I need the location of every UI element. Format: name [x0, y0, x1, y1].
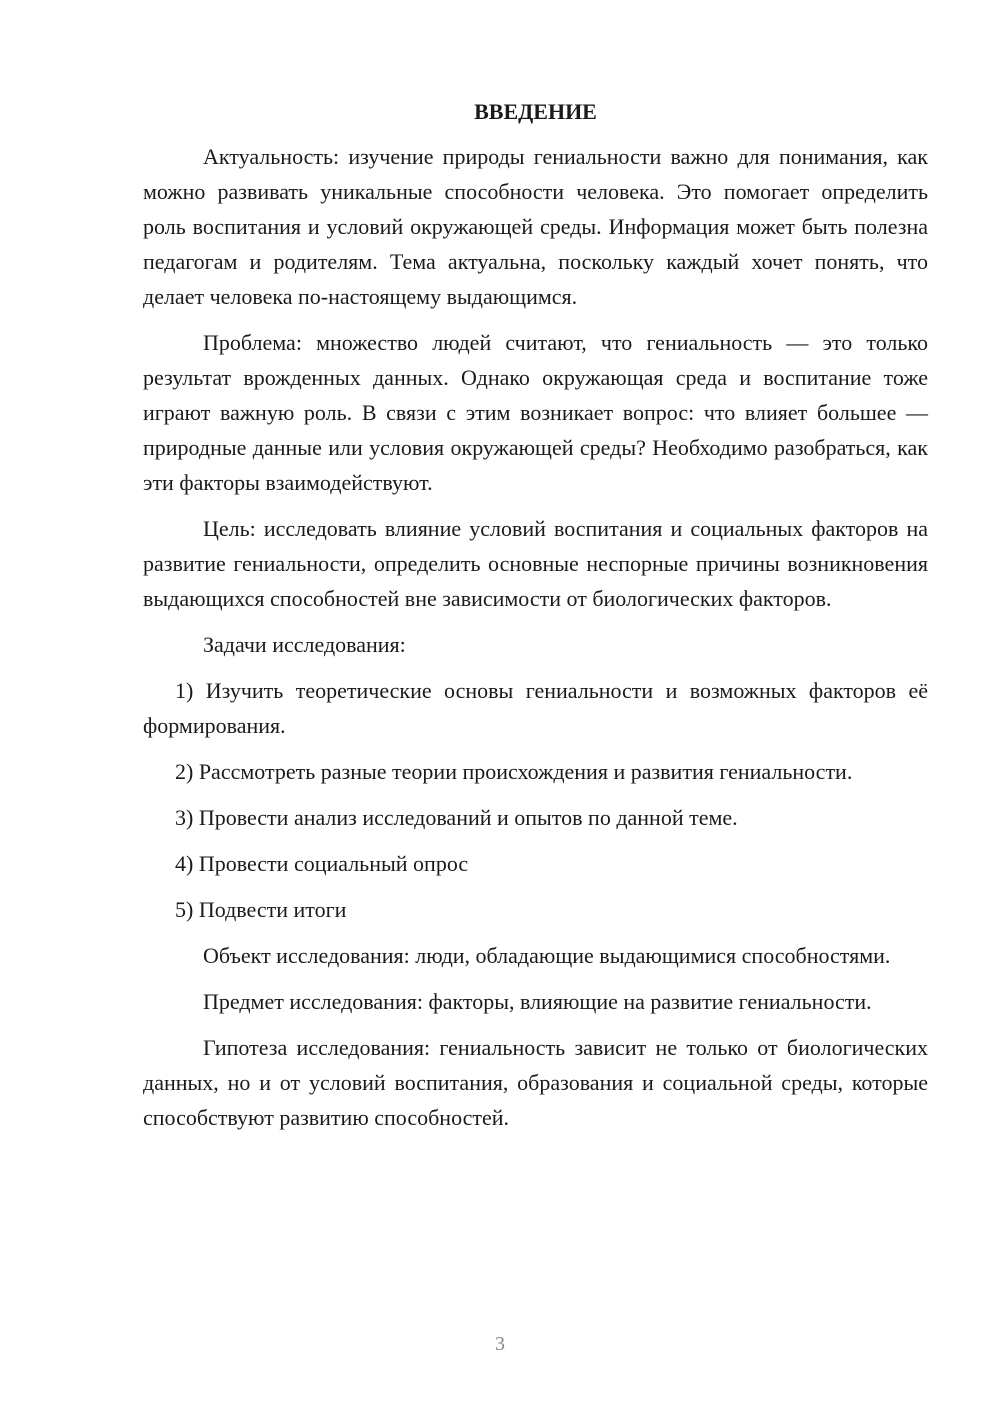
- paragraph-tasks-title: Задачи исследования:: [203, 632, 406, 657]
- task-item-1: 1) Изучить теоретические основы гениальности и возможных факторов её формирования.: [143, 678, 928, 738]
- task-item-4: 4) Провести социальный опрос: [175, 851, 469, 876]
- paragraph-problem: Проблема: множество людей считают, что гениальность — это только результат врожденных данных. Однако окружающая среда и воспитание тоже играют важную роль. В связи с этим возникает вопрос: что влияет большее — природные данные или условия окружающей среды? Необходимо разобраться, как эти факторы взаимодействуют.: [143, 330, 928, 495]
- paragraph-hypothesis: Гипотеза исследования: гениальность зависит не только от биологических данных, но и от условий воспитания, образования и социальной среды, которые способствуют развитию способностей.: [143, 1035, 928, 1130]
- paragraph-subject: Предмет исследования: факторы, влияющие на развитие гениальности.: [203, 989, 872, 1014]
- task-item-3: 3) Провести анализ исследований и опытов по данной теме.: [175, 805, 738, 830]
- page-body: [143, 94, 928, 1146]
- page-number: 3: [495, 1333, 505, 1355]
- paragraph-object: Объект исследования: люди, обладающие выдающимися способностями.: [203, 943, 891, 968]
- page-title: ВВЕДЕНИЕ: [474, 99, 597, 124]
- task-item-5: 5) Подвести итоги: [175, 897, 347, 922]
- paragraph-goal: Цель: исследовать влияние условий воспитания и социальных факторов на развитие гениальности, определить основные неспорные причины возникновения выдающихся способностей вне зависимости от биологических факторов.: [143, 516, 928, 611]
- paragraph-relevance: Актуальность: изучение природы гениальности важно для понимания, как можно развивать уникальные способности человека. Это помогает определить роль воспитания и условий окружающей среды. Информация может быть полезна педагогам и родителям. Тема актуальна, поскольку каждый хочет понять, что делает человека по-настоящему выдающимся.: [143, 144, 928, 309]
- task-item-2: 2) Рассмотреть разные теории происхождения и развития гениальности.: [175, 759, 853, 784]
